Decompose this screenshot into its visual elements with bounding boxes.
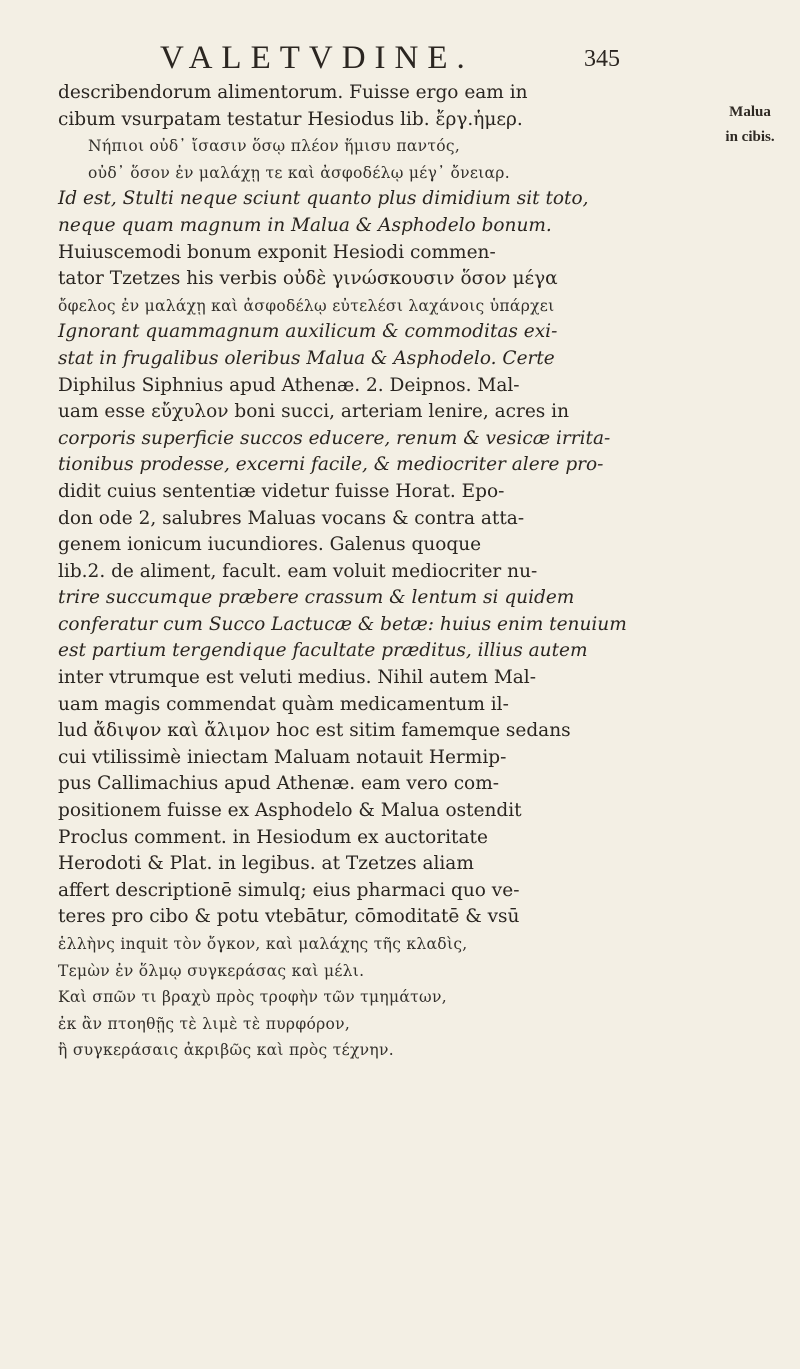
text-line: est partium tergendique facultate præditus, illius autem — [58, 640, 588, 662]
text-line: don ode 2, salubres Maluas vocans & contra atta- — [58, 507, 525, 529]
text-line: Huiuscemodi bonum exponit Hesiodi commen- — [58, 241, 496, 263]
text-line: Diphilus Siphnius apud Athenæ. 2. Deipnos. Mal- — [58, 374, 520, 396]
text-line: cui vtilissimè iniectam Maluam notauit Hermip- — [58, 746, 507, 768]
greek-line: ὄφελος ἐν μαλάχῃ καὶ ἀσφοδέλῳ εὐτελέσι λαχάνοις ὑπάρχει — [58, 296, 555, 315]
text-line: genem ionicum iucundiores. Galenus quoque — [58, 534, 482, 556]
greek-line: ἑλλὴνς inquit τὸν ὄγκον, καὶ μαλάχης τῆς κλαδὶς, — [58, 935, 468, 953]
text-line: cibum vsurpatam testatur Hesiodus lib. ἔργ.ἡμερ. — [58, 108, 523, 130]
text-line: lud ἄδιψον καὶ ἄλιμον hoc est sitim famemque sedans — [58, 720, 571, 742]
text-line: trire succumque præbere crassum & lentum si quidem — [58, 587, 575, 609]
greek-verse-line: Τεμὼν ἐν ὅλμῳ συγκεράσας καὶ μέλι. — [58, 961, 365, 980]
text-line: neque quam magnum in Malua & Asphodelo bonum. — [58, 214, 552, 236]
text-line: didit cuius sententiæ videtur fuisse Horat. Epo- — [58, 480, 505, 502]
text-line: teres pro cibo & potu vtebātur, cōmoditatē & vsū — [58, 906, 520, 928]
margin-note-line: Malua — [729, 104, 771, 120]
greek-verse-line: ἢ συγκεράσαις ἀκριβῶς καὶ πρὸς τέχνην. — [58, 1041, 394, 1060]
text-line: uam esse εὔχυλον boni succi, arteriam lenire, acres in — [58, 401, 570, 423]
text-line: tator Tzetzes his verbis οὐδὲ γινώσκουσιν ὅσον μέγα — [58, 268, 558, 290]
text-line: lib.2. de aliment, facult. eam voluit mediocriter nu- — [58, 560, 538, 582]
page-number: 345 — [584, 46, 620, 72]
greek-verse-line: οὐδ᾽ ὅσον ἐν μαλάχῃ τε καὶ ἀσφοδέλῳ μέγ᾽ ὄνειαρ. — [88, 163, 510, 182]
text-line: inter vtrumque est veluti medius. Nihil autem Mal- — [58, 667, 536, 689]
text-line: tionibus prodesse, excerni facile, & mediocriter alere pro- — [58, 454, 604, 476]
margin-note — [710, 100, 790, 150]
text-line: Herodoti & Plat. in legibus. at Tzetzes aliam — [58, 853, 474, 875]
body-text — [58, 80, 708, 1064]
bottom-margin — [0, 1250, 800, 1369]
text-line: affert descriptionē simulq; eius pharmaci quo ve- — [58, 879, 520, 901]
text-line: uam magis commendat quàm medicamentum il- — [58, 693, 509, 715]
greek-verse-line: ἐκ ἂν πτοηθῇς τὲ λιμὲ τὲ πυρφόρον, — [58, 1014, 351, 1033]
greek-verse-line: Νήπιοι οὐδ᾽ ἴσασιν ὅσῳ πλέον ἥμισυ παντός, — [88, 137, 461, 156]
greek-verse-line: Καὶ σπῶν τι βραχὺ πρὸς τροφὴν τῶν τμημάτων, — [58, 988, 447, 1007]
text-line: Id est, Stulti neque sciunt quanto plus dimidium sit toto, — [58, 188, 589, 210]
text-line: pus Callimachius apud Athenæ. eam vero com- — [58, 773, 499, 795]
text-line: describendorum alimentorum. Fuisse ergo eam in — [58, 82, 528, 103]
text-line: stat in frugalibus oleribus Malua & Asphodelo. Certe — [58, 347, 555, 369]
text-line: Ignorant quammagnum auxilicum & commoditas exi- — [58, 321, 558, 343]
margin-note-line: in cibis. — [725, 129, 775, 145]
text-line: positionem fuisse ex Asphodelo & Malua ostendit — [58, 800, 522, 822]
text-line: conferatur cum Succo Lactucæ & betæ: huius enim tenuium — [58, 613, 627, 635]
text-line: corporis superficie succos educere, renum & vesicæ irrita- — [58, 427, 611, 449]
running-title: VALETVDINE. — [160, 40, 474, 76]
text-line: Proclus comment. in Hesiodum ex auctoritate — [58, 826, 488, 848]
